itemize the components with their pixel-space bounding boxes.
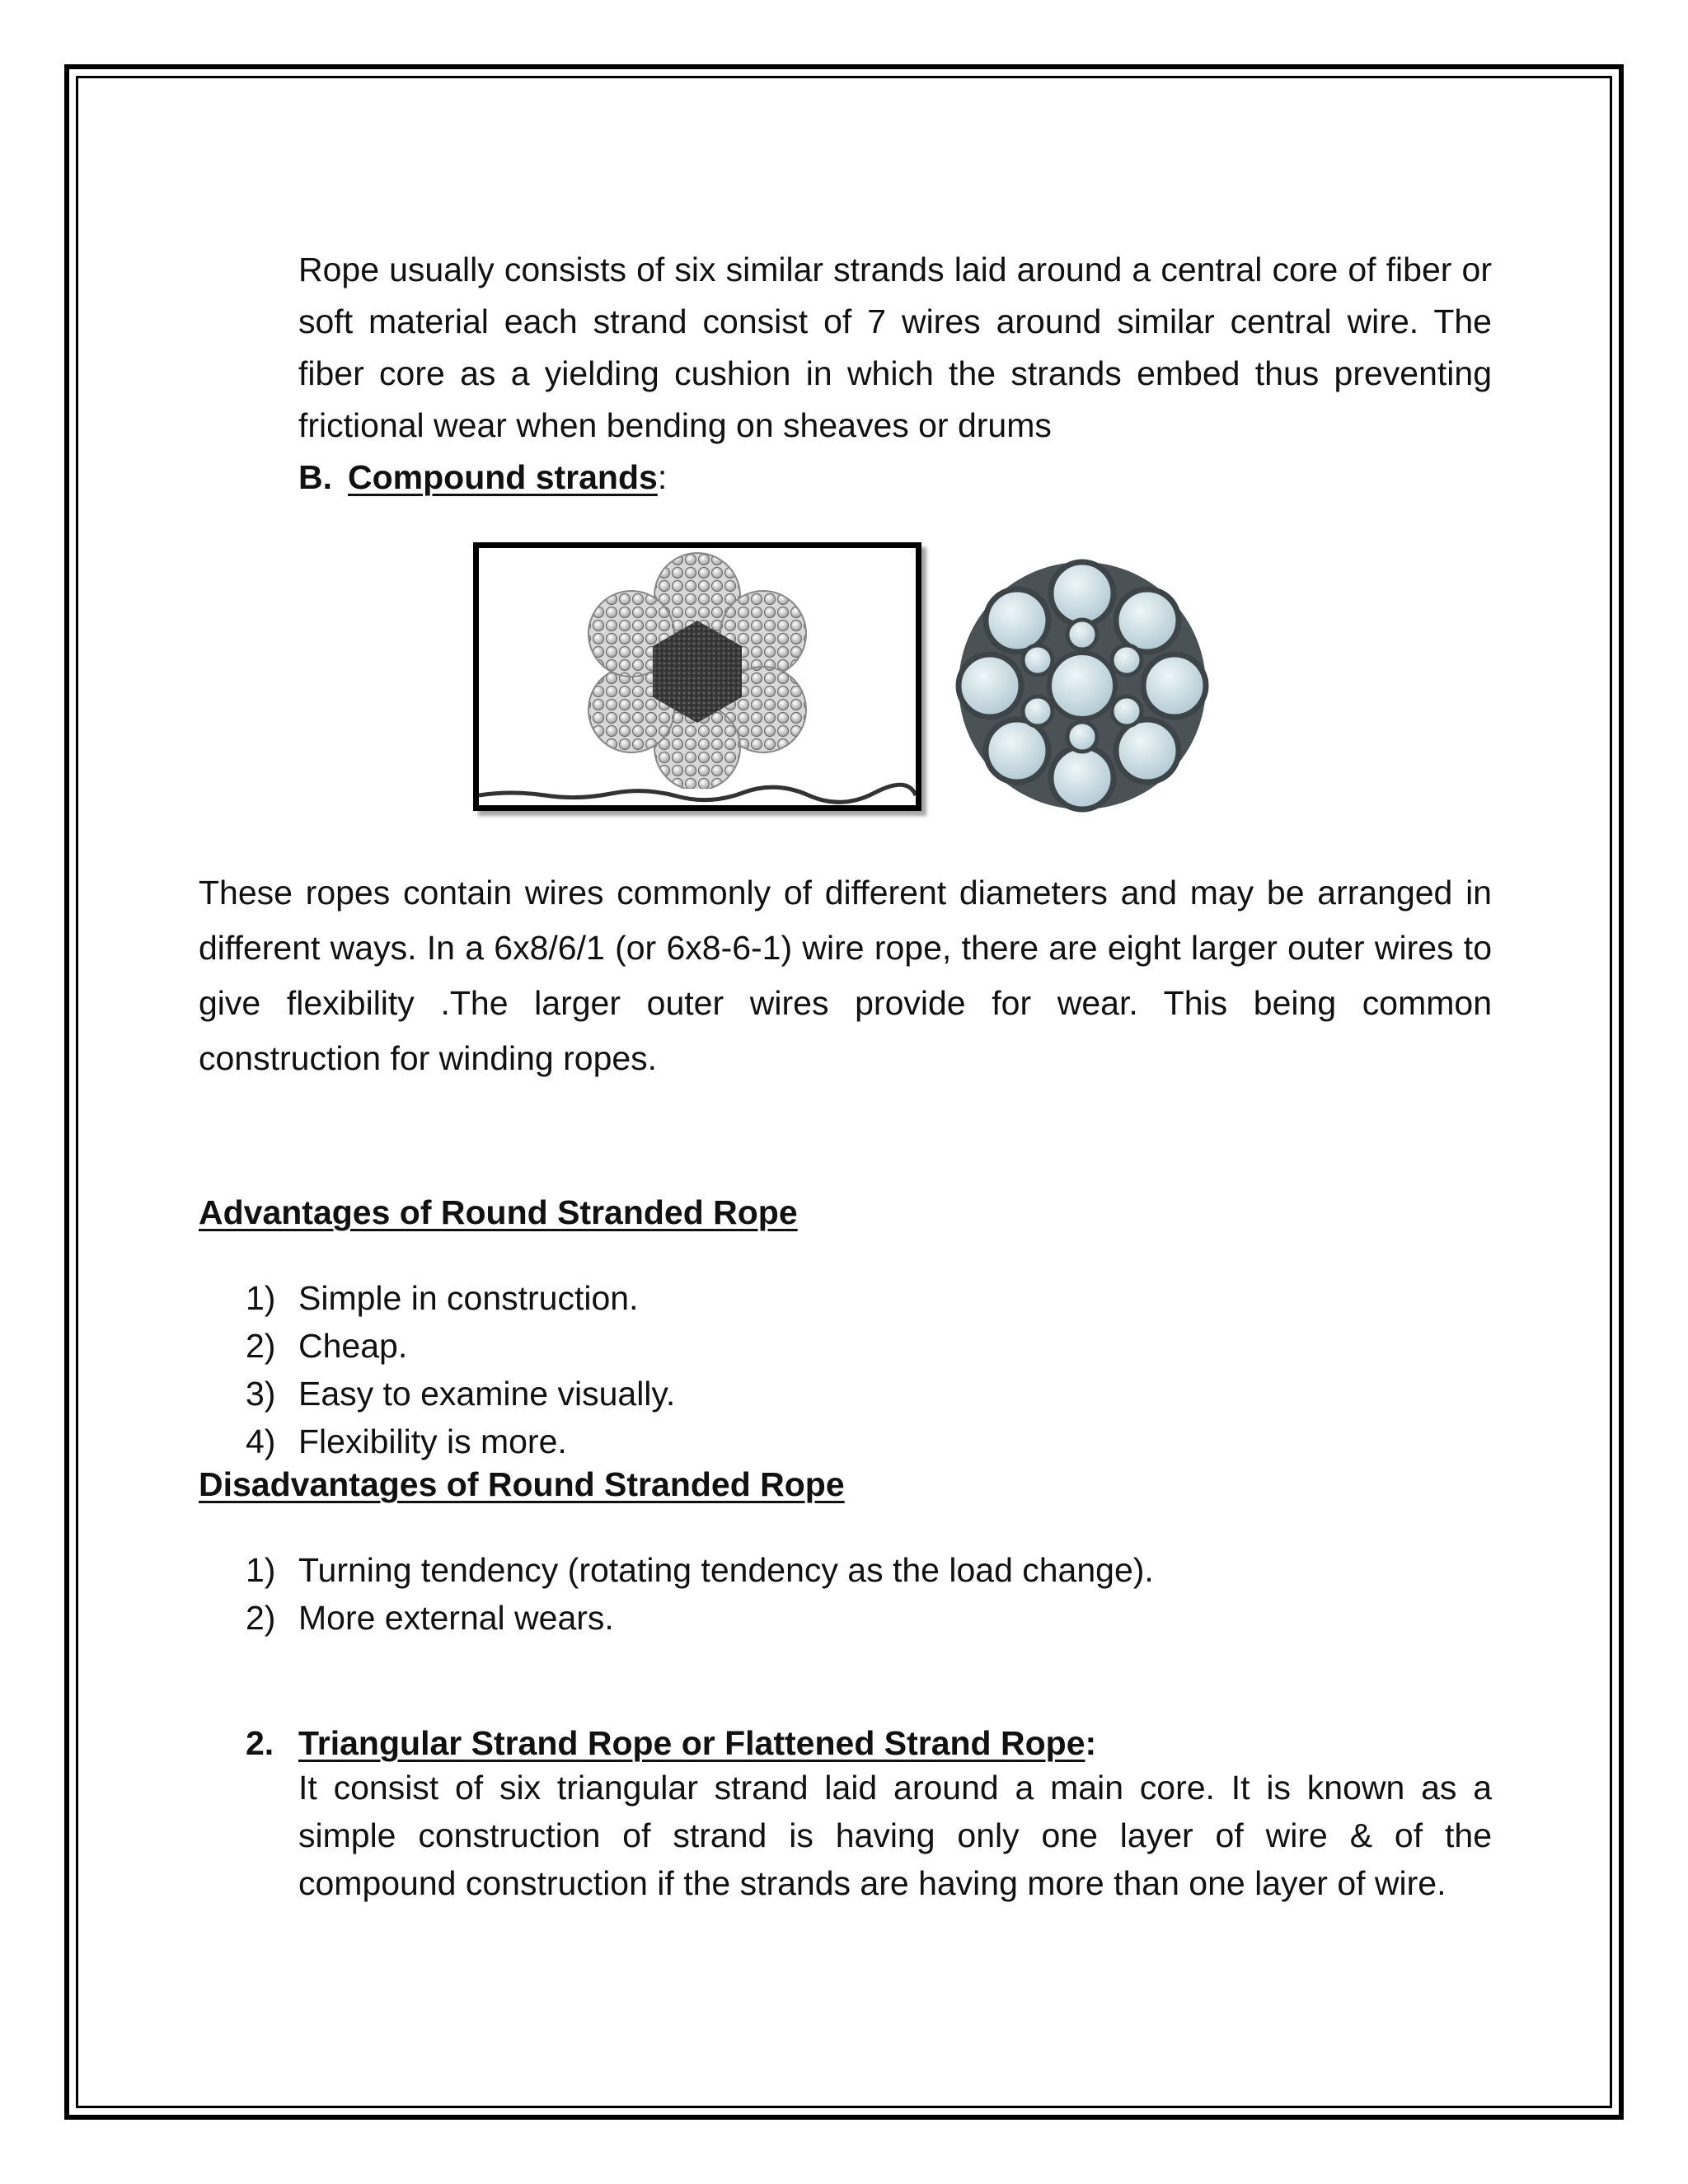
section-2-heading bbox=[246, 1718, 1096, 1769]
section-b-title: Compound strands bbox=[348, 458, 658, 496]
strand-cross-section-icon bbox=[948, 557, 1217, 814]
section-2-marker: 2. bbox=[246, 1724, 274, 1762]
section-2-suffix: : bbox=[1085, 1724, 1097, 1762]
section-b-heading bbox=[298, 452, 667, 504]
list-item: 4) Flexibility is more. bbox=[246, 1422, 567, 1460]
list-item: 1) Turning tendency (rotating tendency as the load change). bbox=[246, 1551, 1154, 1589]
strand-cross-section-figure bbox=[948, 557, 1217, 814]
section-2-paragraph: It consist of six triangular strand laid around a main core. It is known as a simple construction of strand is having only one layer of wire & of the compound construction if the strands are having more than one layer of wire. bbox=[298, 1769, 1492, 1902]
compound-description: These ropes contain wires commonly of different diameters and may be arranged in different ways. In a 6x8/6/1 (or 6x8-6-1) wire rope, there are eight larger outer wires to give flexibility .The larger outer wires provide for wear. This being common construction for winding ropes. bbox=[199, 874, 1492, 1077]
compound-strand-rope-icon bbox=[479, 548, 916, 805]
list-item: 2) More external wears. bbox=[246, 1599, 614, 1637]
section-b-suffix: : bbox=[657, 458, 668, 496]
section-b-marker: B. bbox=[298, 458, 332, 496]
advantages-list bbox=[246, 1274, 675, 1465]
list-item: 1) Simple in construction. bbox=[246, 1279, 639, 1317]
section-2-title: Triangular Strand Rope or Flattened Strand Rope bbox=[298, 1724, 1085, 1762]
disadvantages-list bbox=[246, 1546, 1154, 1642]
compound-strand-rope-figure bbox=[473, 542, 921, 811]
list-item: 3) Easy to examine visually. bbox=[246, 1375, 676, 1413]
list-item: 2) Cheap. bbox=[246, 1327, 408, 1365]
disadvantages-heading: Disadvantages of Round Stranded Rope bbox=[199, 1465, 845, 1503]
intro-paragraph: Rope usually consists of six similar strands laid around a central core of fiber or soft material each strand consist of 7 wires around similar central wire. The fiber core as a yielding cushion in which the strands embed thus preventing frictional wear when bending on sheaves or drums bbox=[298, 251, 1492, 444]
advantages-heading: Advantages of Round Stranded Rope bbox=[199, 1193, 798, 1231]
